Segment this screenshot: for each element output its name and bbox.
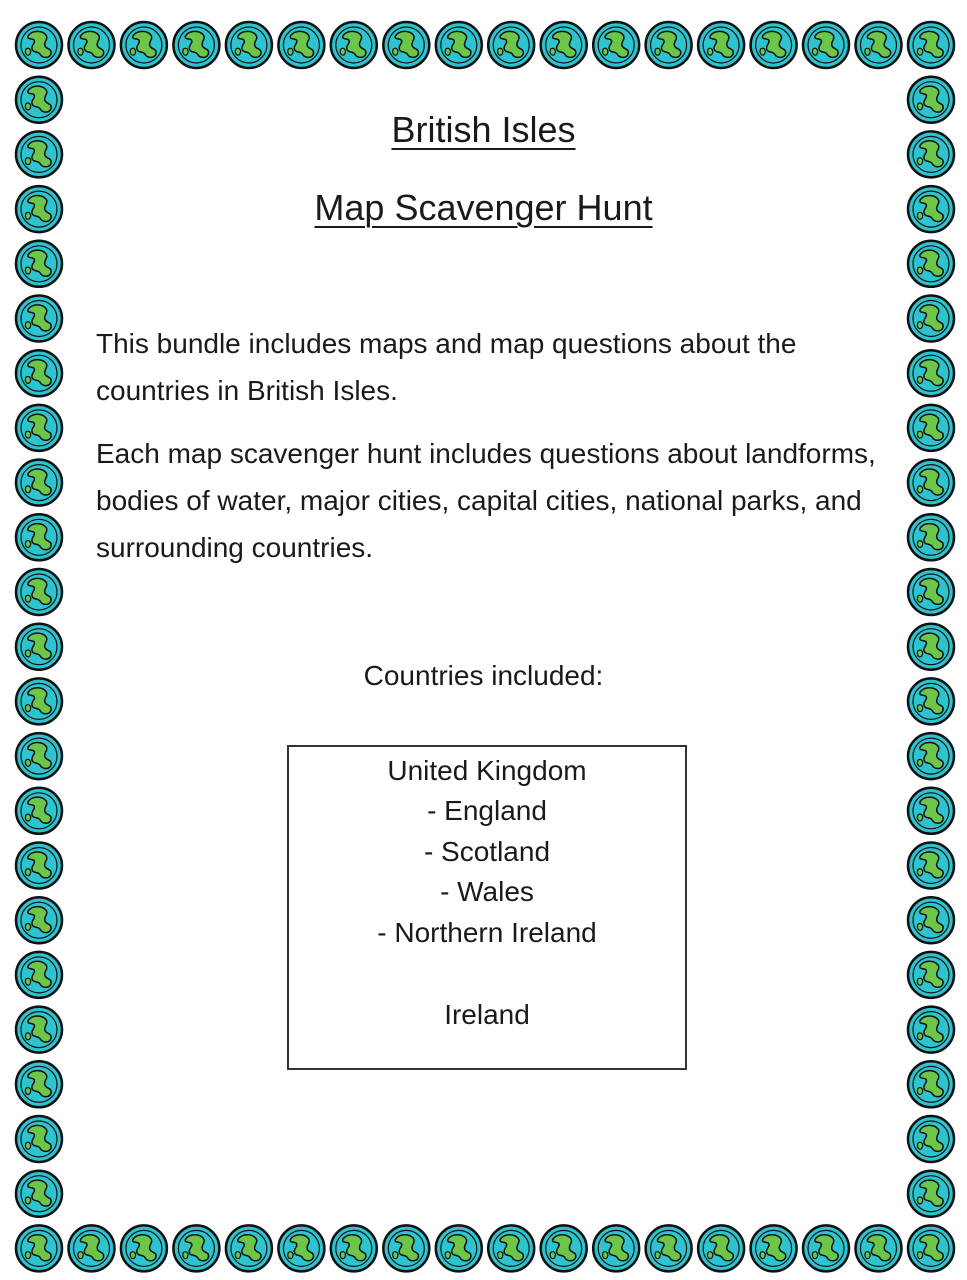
globe-icon	[908, 460, 954, 506]
globe-icon	[908, 733, 954, 779]
globe-icon	[856, 22, 902, 68]
globe-icon	[908, 1225, 954, 1271]
globe-icon	[908, 22, 954, 68]
globe-icon	[16, 241, 62, 287]
globe-icon	[226, 22, 272, 68]
page-subtitle	[0, 186, 967, 230]
title-line-2-text: Map Scavenger Hunt	[314, 187, 653, 228]
globe-icon	[908, 1007, 954, 1053]
globe-icon	[856, 1225, 902, 1271]
globe-icon	[16, 1061, 62, 1107]
globe-icon	[908, 350, 954, 396]
globe-icon	[16, 569, 62, 615]
country-ireland: Ireland	[444, 999, 530, 1030]
globe-icon	[121, 1225, 167, 1271]
globe-icon	[908, 405, 954, 451]
globe-icon	[908, 897, 954, 943]
globe-icon	[278, 22, 324, 68]
globe-icon	[16, 22, 62, 68]
sub-country-wales: - Wales	[440, 876, 534, 907]
globe-icon	[331, 1225, 377, 1271]
globe-icon	[16, 897, 62, 943]
globe-icon	[16, 514, 62, 560]
globe-icon	[16, 952, 62, 998]
globe-icon	[16, 1007, 62, 1053]
globe-icon	[698, 1225, 744, 1271]
globe-icon	[908, 569, 954, 615]
globe-icon	[593, 22, 639, 68]
globe-icon	[593, 1225, 639, 1271]
intro-paragraph-2: Each map scavenger hunt includes questions about landforms, bodies of water, major cities, capital cities, national parks, and surrounding countries.	[96, 438, 876, 563]
globe-icon	[69, 1225, 115, 1271]
globe-icon	[16, 733, 62, 779]
globe-icon	[16, 1116, 62, 1162]
globe-icon	[908, 241, 954, 287]
globe-icon	[908, 1171, 954, 1217]
globe-icon	[173, 1225, 219, 1271]
globe-icon	[436, 1225, 482, 1271]
globe-icon	[751, 1225, 797, 1271]
sub-country-scotland: - Scotland	[423, 836, 551, 867]
globe-icon	[16, 788, 62, 834]
globe-icon	[16, 460, 62, 506]
globe-icon	[908, 952, 954, 998]
globe-icon	[908, 514, 954, 560]
globe-icon	[751, 22, 797, 68]
globe-icon	[226, 1225, 272, 1271]
globe-icon	[908, 843, 954, 889]
globe-icon	[173, 22, 219, 68]
globe-icon	[488, 22, 534, 68]
sub-country-england: - England	[427, 795, 547, 826]
globe-icon	[698, 22, 744, 68]
globe-icon	[908, 296, 954, 342]
title-line-1-text: British Isles	[391, 109, 576, 150]
globe-icon	[383, 1225, 429, 1271]
globe-icon	[908, 788, 954, 834]
globe-icon	[69, 22, 115, 68]
globe-icon	[331, 22, 377, 68]
globe-icon	[121, 22, 167, 68]
globe-icon	[488, 1225, 534, 1271]
globe-icon	[803, 22, 849, 68]
sub-country-northern-ireland: - Northern Ireland	[377, 917, 597, 948]
globe-icon	[646, 1225, 692, 1271]
globe-icon	[16, 296, 62, 342]
globe-icon	[16, 350, 62, 396]
globe-icon	[383, 22, 429, 68]
globe-icon	[16, 1171, 62, 1217]
countries-heading: Countries included:	[363, 660, 604, 691]
globe-icon	[436, 22, 482, 68]
globe-icon	[908, 1116, 954, 1162]
globe-icon	[16, 843, 62, 889]
intro-paragraph-1: This bundle includes maps and map questions about the countries in British Isles.	[96, 328, 797, 406]
globe-icon	[646, 22, 692, 68]
globe-icon	[541, 1225, 587, 1271]
globe-icon	[278, 1225, 324, 1271]
globe-icon	[541, 22, 587, 68]
globe-icon	[803, 1225, 849, 1271]
globe-icon	[16, 1225, 62, 1271]
country-united-kingdom: United Kingdom	[387, 755, 587, 786]
globe-icon	[16, 405, 62, 451]
countries-box	[287, 745, 687, 1070]
globe-icon	[908, 1061, 954, 1107]
page-title	[0, 108, 967, 152]
